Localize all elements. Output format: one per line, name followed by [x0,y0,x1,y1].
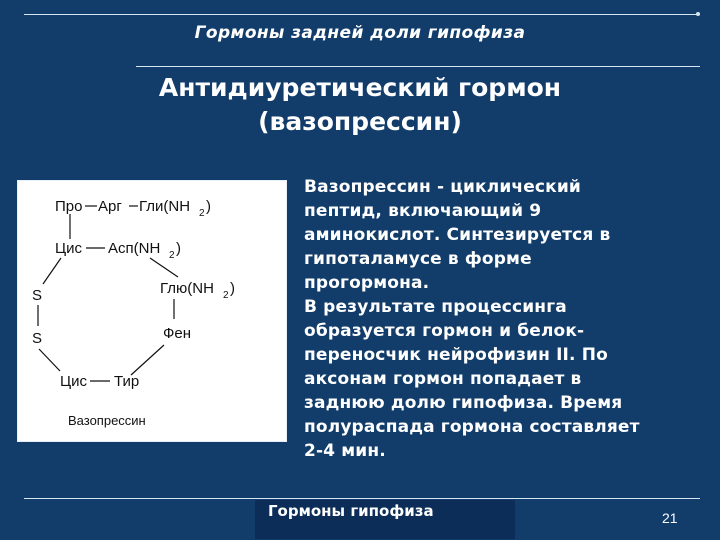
residue-asp-close-paren: ) [176,240,181,257]
residue-glu-close-paren: ) [230,280,235,297]
vasopressin-structure-svg [18,181,286,441]
residue-asp-label: Асп(NH [108,240,161,257]
sulfur-top-label: S [32,287,43,304]
diagram-caption: Вазопрессин [68,413,146,428]
footer-divider [24,498,700,499]
page-number: 21 [662,510,678,526]
residue-gly-subscript: 2 [199,208,205,219]
residue-pro-label: Про [55,198,83,215]
top-divider [24,14,700,15]
residue-cys-top-label: Цис [55,240,82,257]
residue-phe-label: Фен [163,325,192,342]
bond-phe-tyr [131,345,164,375]
header-title: Гормоны задней доли гипофиза [194,23,526,43]
residue-asp-subscript: 2 [169,250,175,261]
main-title-line-1: Антидиуретический гормон [158,73,562,102]
residue-arg-label: Арг [98,198,122,215]
vasopressin-description: Вазопрессин - циклический пептид, включающий 9 аминокислот. Синтезируется в гипоталамусе в форме прогормона. В результате процессинга образуется гормон и белок- переносчик нейрофизин II. По аксонам гормон попадает в заднюю долю гипофиза. Время полураспада гормона составляет 2-4 мин. [304,177,640,461]
top-divider-dot [696,12,700,16]
residue-gly-close-paren: ) [206,198,211,215]
main-title [0,71,720,139]
footer-title: Гормоны гипофиза [268,502,434,520]
residue-glu-subscript: 2 [223,290,229,301]
residue-gly-label: Гли(NH [139,198,191,215]
residue-cys-bottom-label: Цис [60,373,87,390]
bond-sulfur-cys [39,349,60,371]
residue-tyr-label: Тир [114,373,140,390]
sulfur-bottom-label: S [32,330,43,347]
header-divider [136,66,700,67]
main-title-line-2: (вазопрессин) [258,107,462,136]
bond-cys-sulfur [43,258,61,284]
residue-glu-label: Глю(NH [160,280,214,297]
vasopressin-structure-diagram [17,180,287,442]
